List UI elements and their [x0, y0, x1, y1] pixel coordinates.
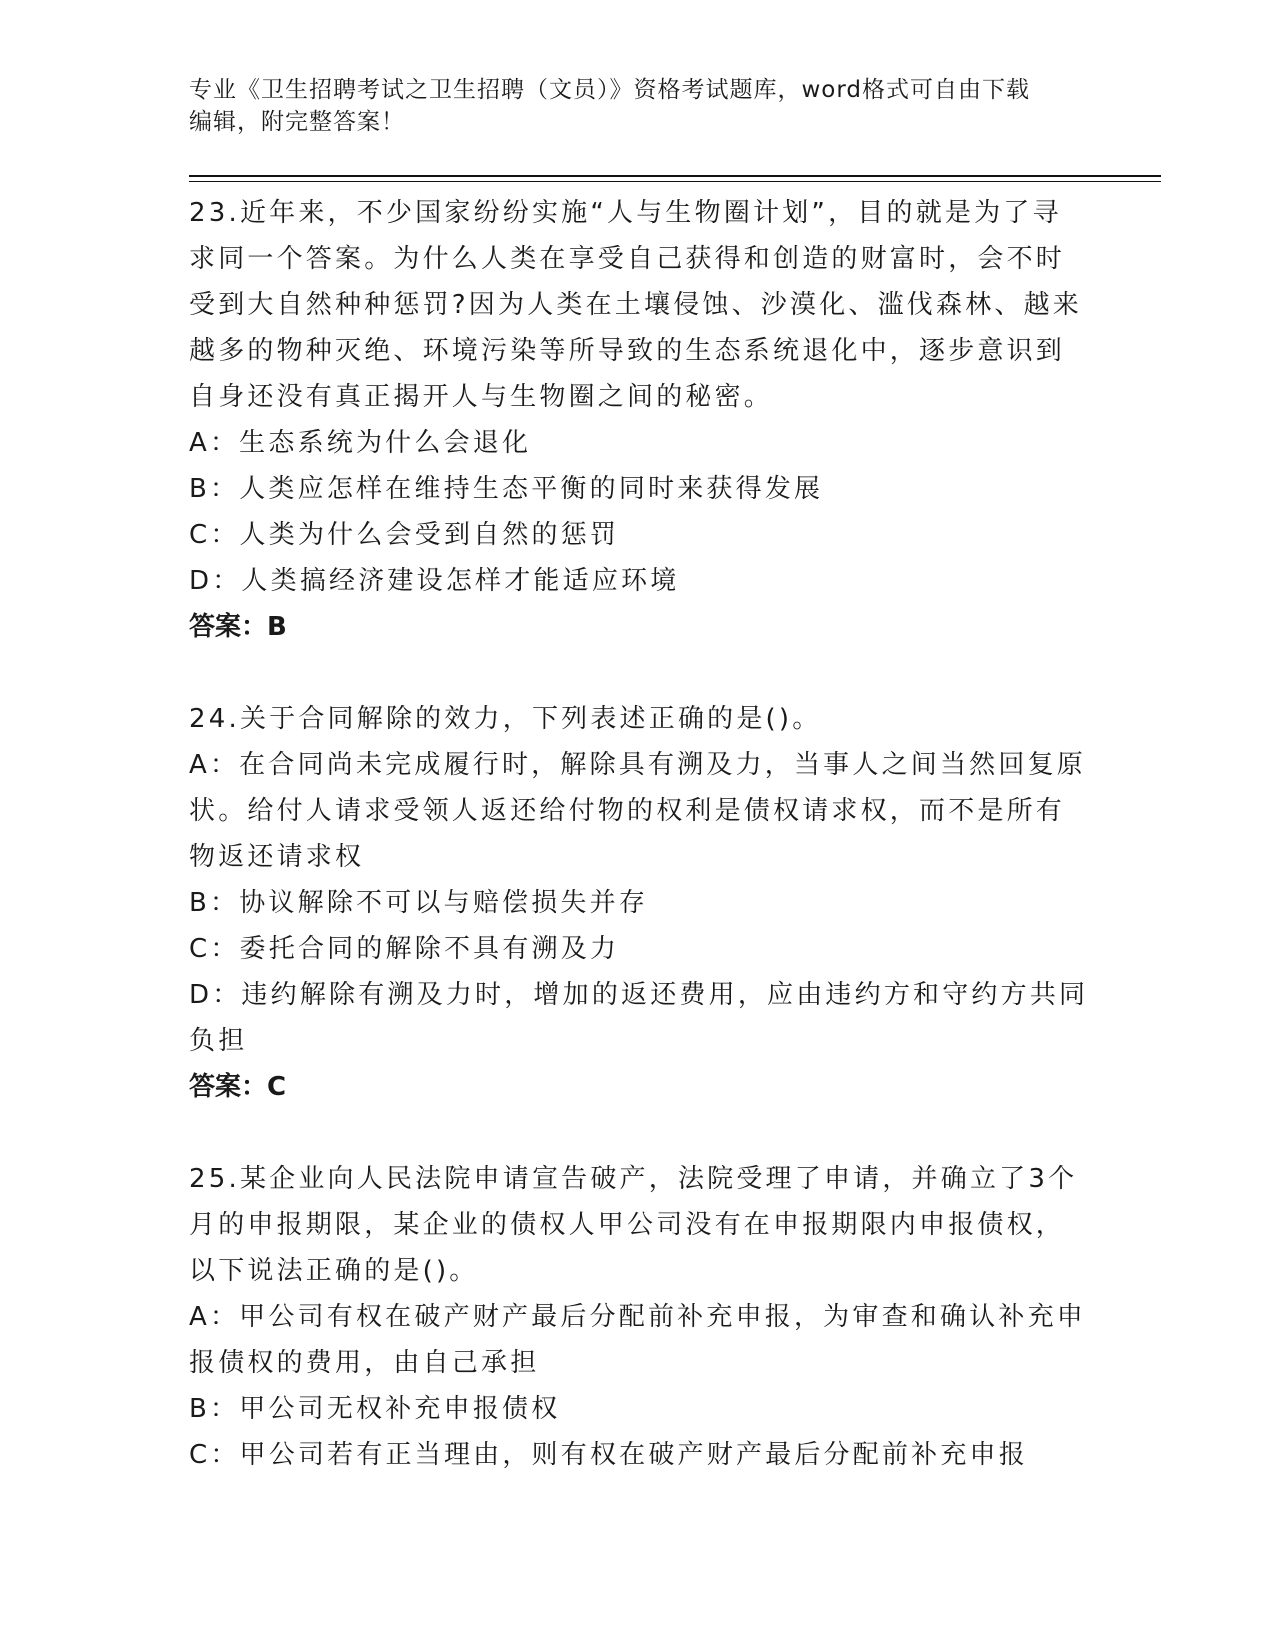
header-line-2: 编辑，附完整答案！ — [189, 109, 405, 135]
question-stem-line: 自身还没有真正揭开人与生物圈之间的秘密。 — [189, 382, 774, 412]
question-stem-line: 越多的物种灭绝、环境污染等所导致的生态系统退化中，逐步意识到 — [189, 336, 1066, 366]
option-b: B：人类应怎样在维持生态平衡的同时来获得发展 — [189, 474, 824, 504]
question-list — [189, 190, 1089, 1524]
option-c: C：人类为什么会受到自然的惩罚 — [189, 520, 620, 550]
option-a-continuation: 物返还请求权 — [189, 842, 365, 872]
question-23 — [189, 190, 1089, 650]
option-a: A：甲公司有权在破产财产最后分配前补充申报，为审查和确认补充申 — [189, 1302, 1086, 1332]
option-a: A：生态系统为什么会退化 — [189, 428, 532, 458]
option-b: B：协议解除不可以与赔偿损失并存 — [189, 888, 649, 918]
question-stem-line: 以下说法正确的是()。 — [189, 1256, 479, 1286]
header-divider-thin — [189, 181, 1161, 182]
question-24 — [189, 696, 1089, 1110]
question-stem-line: 25.某企业向人民法院申请宣告破产，法院受理了申请，并确立了3个 — [189, 1164, 1078, 1194]
header-line-1: 专业《卫生招聘考试之卫生招聘（文员）》资格考试题库，word格式可自由下载 — [189, 77, 1031, 103]
question-stem-line: 23.近年来，不少国家纷纷实施“人与生物圈计划”，目的就是为了寻 — [189, 198, 1062, 228]
option-d: D：违约解除有溯及力时，增加的返还费用，应由违约方和守约方共同 — [189, 980, 1089, 1010]
option-b: B：甲公司无权补充申报债权 — [189, 1394, 561, 1424]
answer-label: 答案：B — [189, 612, 287, 642]
option-c: C：甲公司若有正当理由，则有权在破产财产最后分配前补充申报 — [189, 1440, 1028, 1470]
question-stem-line: 月的申报期限，某企业的债权人甲公司没有在申报期限内申报债权， — [189, 1210, 1066, 1240]
option-d: D：人类搞经济建设怎样才能适应环境 — [189, 566, 680, 596]
option-d-continuation: 负担 — [189, 1026, 248, 1056]
document-header — [189, 74, 1089, 138]
header-divider-thick — [189, 175, 1161, 177]
question-stem-line: 求同一个答案。为什么人类在享受自己获得和创造的财富时，会不时 — [189, 244, 1066, 274]
question-stem-line: 受到大自然种种惩罚?因为人类在土壤侵蚀、沙漠化、滥伐森林、越来 — [189, 290, 1083, 320]
option-a: A：在合同尚未完成履行时，解除具有溯及力，当事人之间当然回复原 — [189, 750, 1086, 780]
question-stem-line: 24.关于合同解除的效力，下列表述正确的是()。 — [189, 704, 822, 734]
question-25 — [189, 1156, 1089, 1478]
answer-label: 答案：C — [189, 1072, 287, 1102]
option-c: C：委托合同的解除不具有溯及力 — [189, 934, 620, 964]
option-a-continuation: 报债权的费用，由自己承担 — [189, 1348, 540, 1378]
option-a-continuation: 状。给付人请求受领人返还给付物的权利是债权请求权，而不是所有 — [189, 796, 1066, 826]
